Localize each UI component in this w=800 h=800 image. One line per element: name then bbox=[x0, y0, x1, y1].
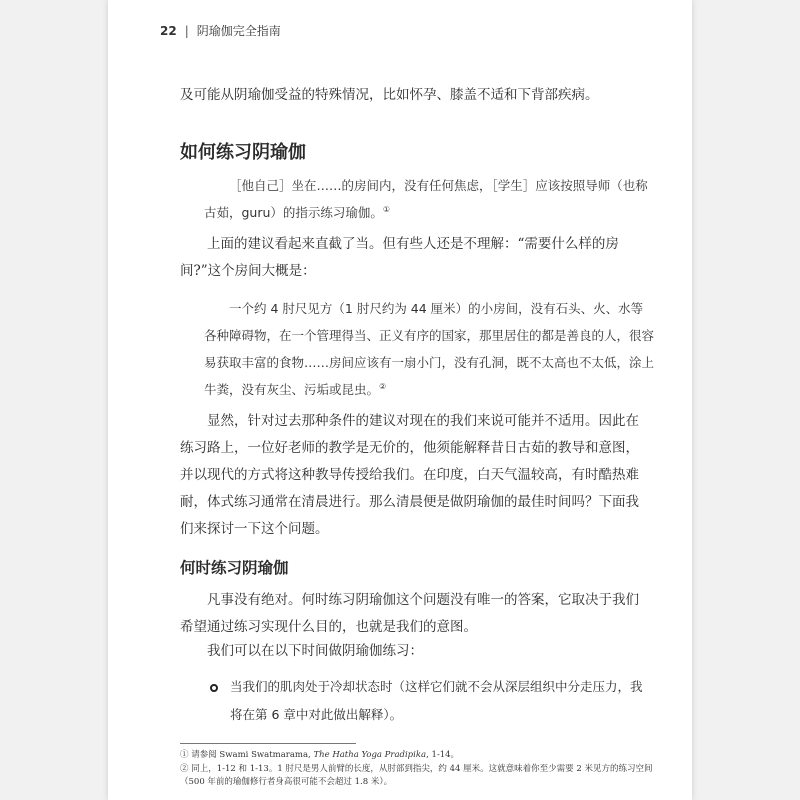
list-item: 当我们的肌肉处于冷却状态时（这样它们就不会从深层组织中分走压力，我将在第 6 章中对此做出解释）。 bbox=[230, 679, 643, 722]
paragraph-2: 上面的建议看起来直截了当。但有些人还是不理解：“需要什么样的房间?”这个房间大概是： bbox=[180, 236, 619, 279]
footnote-1 bbox=[180, 749, 660, 762]
page-number: 22 bbox=[160, 23, 177, 38]
footnote-ref-2[interactable]: ② bbox=[379, 381, 387, 391]
quote-1 bbox=[204, 172, 654, 226]
quote-2-text: 一个约 4 肘尺见方（1 肘尺约为 44 厘米）的小房间，没有石头、火、水等各种障碍物，在一个管理得当、正义有序的国家，那里居住的都是善良的人，很容易获取丰富的食物……房间应该有一扇小门，没有孔洞，既不太高也不太低，涂上牛粪，没有灰尘、污垢或昆虫。 bbox=[204, 301, 655, 397]
footnote-1-text: 请参阅 Swami Swatmarama, bbox=[191, 750, 311, 760]
footnote-2-text: 同上，1-12 和 1-13。1 肘尺是男人前臂的长度，从肘部到指尖，约 44 厘米。这就意味着你至少需要 2 米见方的练习空间（500 年前的瑜伽修行者身高很可能不会超过 1.8 米）。 bbox=[180, 764, 653, 787]
book-title: 阴瑜伽完全指南 bbox=[196, 24, 281, 38]
quote-2 bbox=[204, 295, 654, 403]
header-separator: | bbox=[184, 23, 189, 38]
footnote-2 bbox=[180, 763, 660, 789]
footnote-divider bbox=[180, 743, 356, 744]
footnote-2-mark: ② bbox=[180, 764, 189, 774]
footnote-1-mark: ① bbox=[180, 750, 189, 760]
section-heading-when: 何时练习阴瑜伽 bbox=[180, 559, 289, 577]
section-heading-how: 如何练习阴瑜伽 bbox=[180, 142, 306, 163]
bullet-icon bbox=[210, 684, 218, 692]
footnote-1-locator: , 1-14。 bbox=[426, 750, 460, 760]
footnote-ref-1[interactable]: ① bbox=[382, 204, 391, 214]
footnote-1-book-title: The Hatha Yoga Pradipika bbox=[313, 750, 427, 760]
paragraph-4: 凡事没有绝对。何时练习阴瑜伽这个问题没有唯一的答案，它取决于我们希望通过练习实现什么目的，也就是我们的意图。 bbox=[180, 592, 639, 635]
quote-1-text: ［他自己］坐在……的房间内，没有任何焦虑，［学生］应该按照导师（也称古茹，guru）的指示练习瑜伽。 bbox=[204, 178, 648, 220]
paragraph-3: 显然，针对过去那种条件的建议对现在的我们来说可能并不适用。因此在练习路上，一位好老师的教学是无价的，他须能解释昔日古茹的教导和意图，并以现代的方式将这种教导传授给我们。在印度，白天气温较高，有时酷热难耐，体式练习通常在清晨进行。那么清晨便是做阴瑜伽的最佳时间吗？下面我们来探讨一下这个问题。 bbox=[180, 413, 639, 537]
running-header bbox=[160, 22, 281, 39]
paragraph-intro: 及可能从阴瑜伽受益的特殊情况，比如怀孕、膝盖不适和下背部疾病。 bbox=[180, 87, 599, 103]
book-page bbox=[108, 0, 692, 800]
paragraph-5: 我们可以在以下时间做阴瑜伽练习： bbox=[207, 643, 423, 659]
